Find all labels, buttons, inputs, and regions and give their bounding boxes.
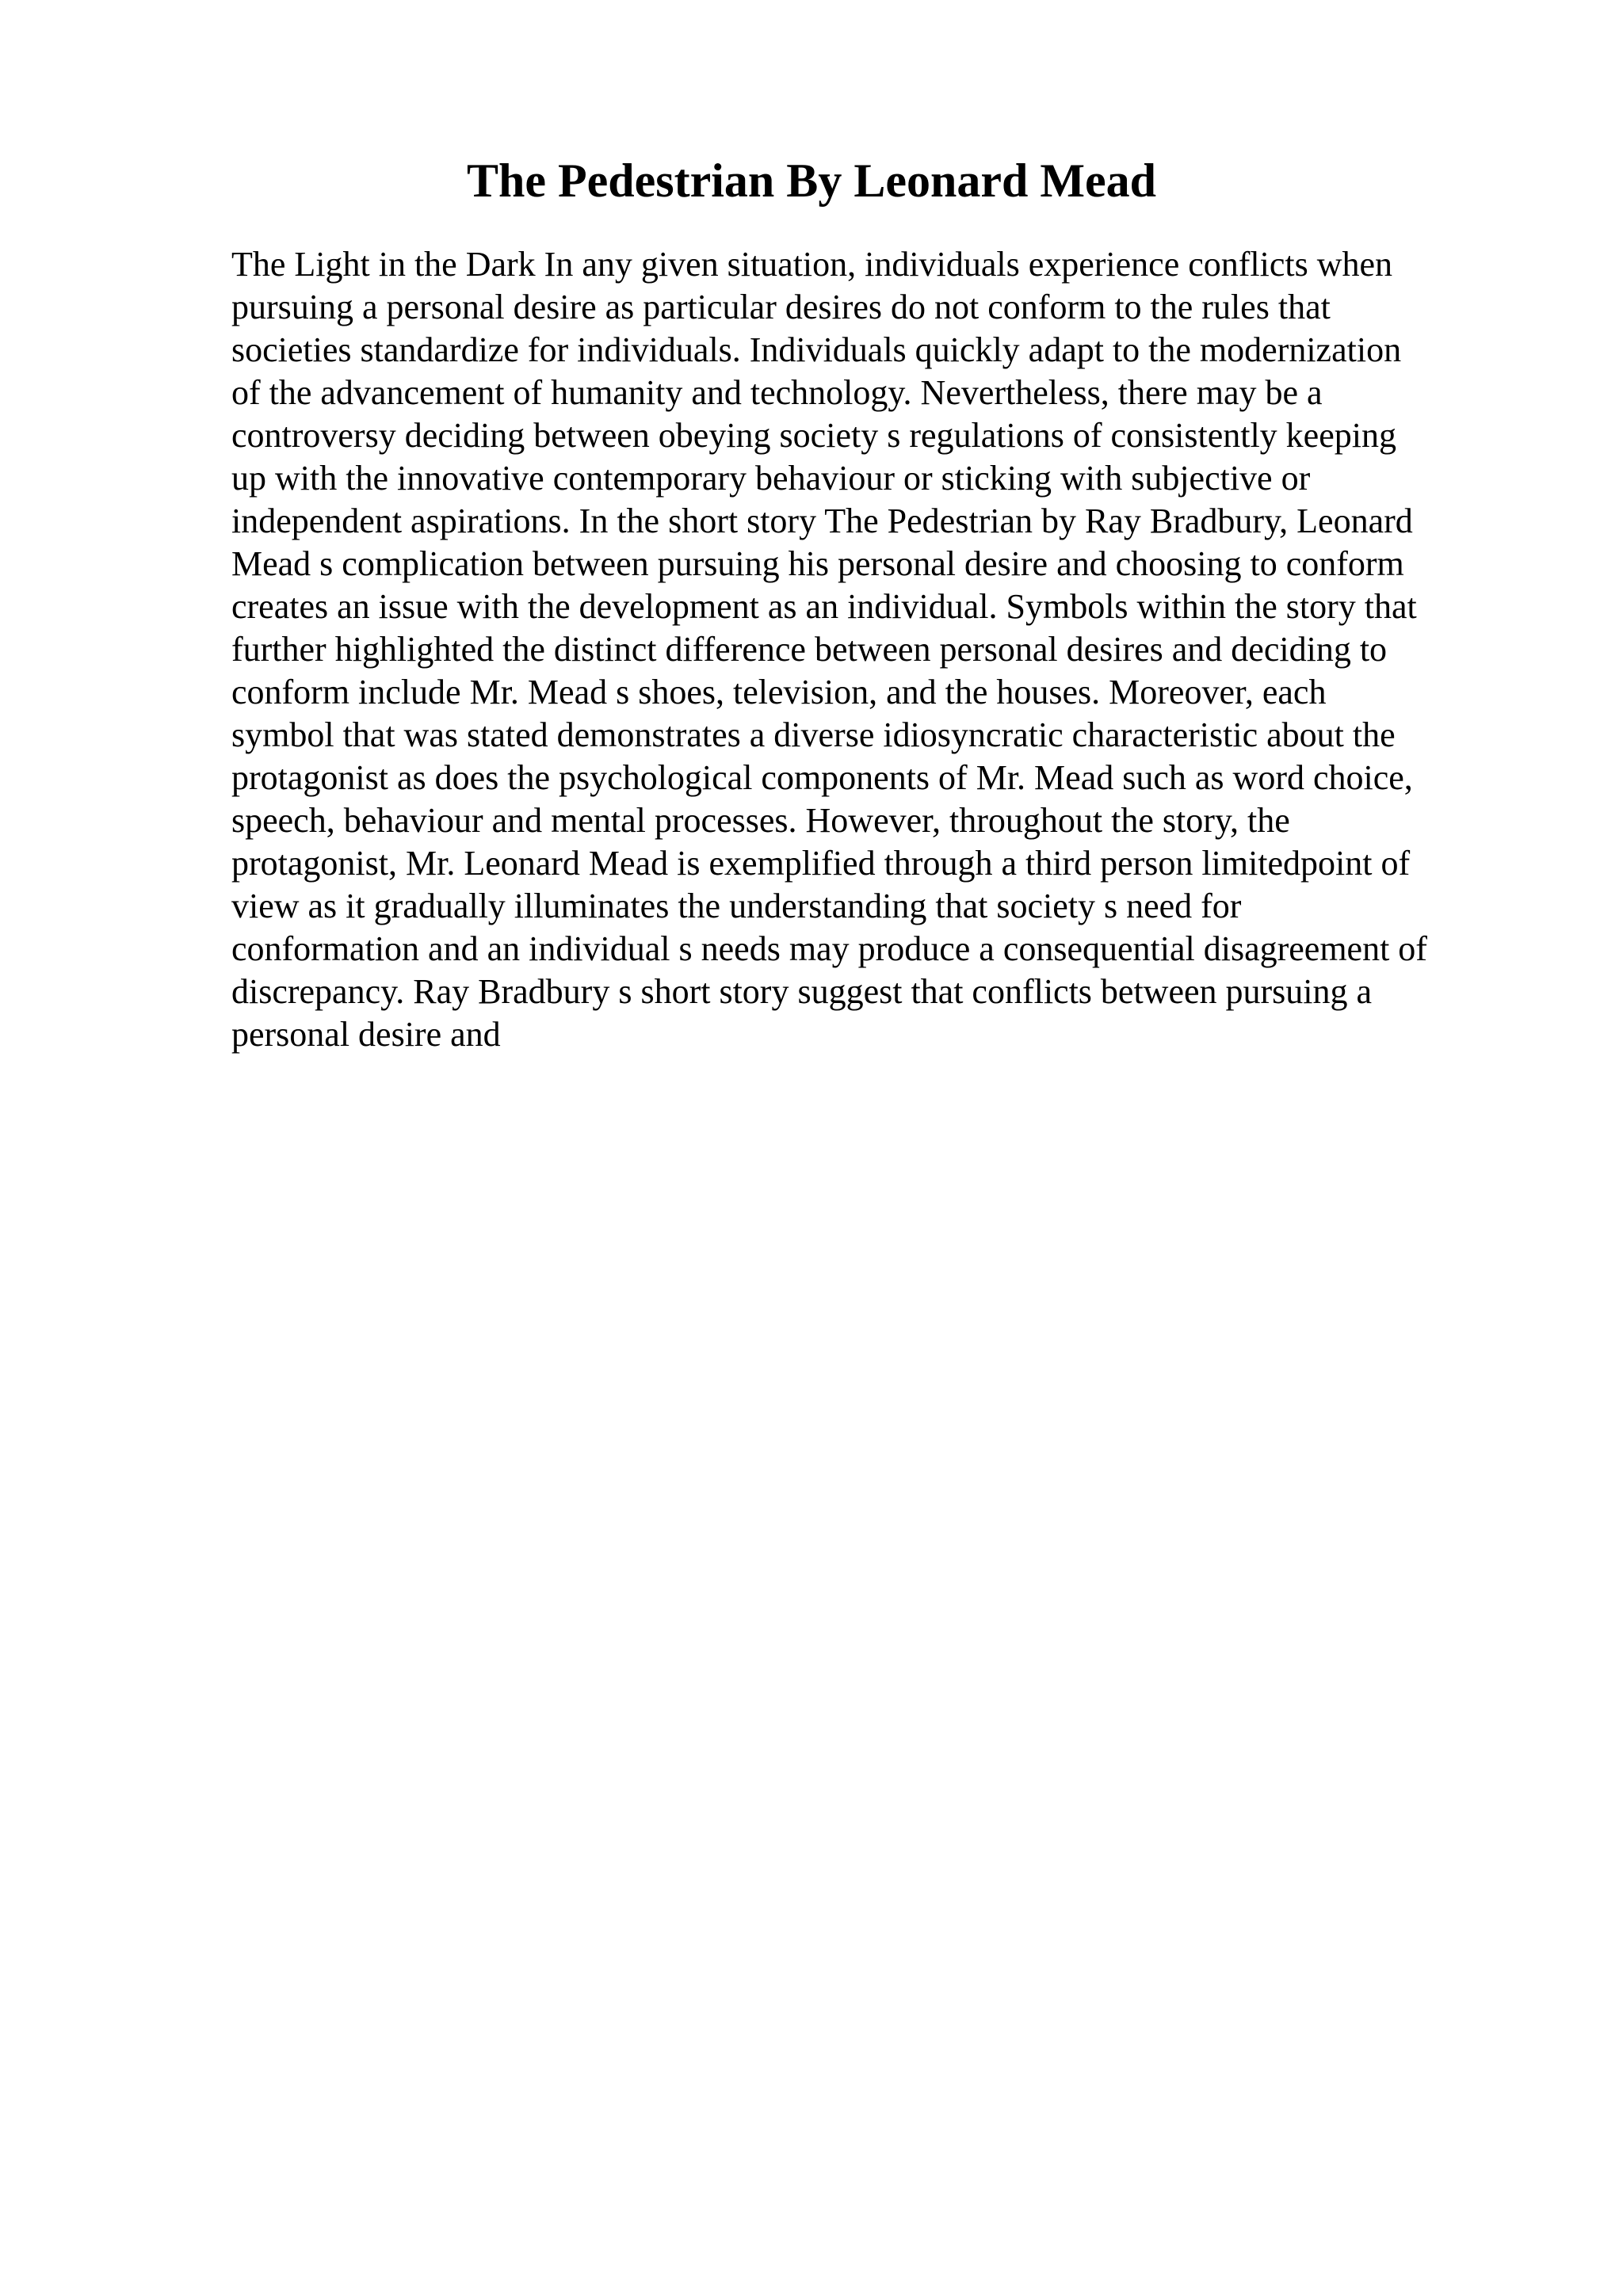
body-line: symbol that was stated demonstrates a diverse idiosyncratic characteristic about the xyxy=(231,715,1396,754)
body-line: up with the innovative contemporary behaviour or sticking with subjective or xyxy=(231,459,1311,498)
body-line: speech, behaviour and mental processes. However, throughout the story, the xyxy=(231,801,1290,840)
body-line: further highlighted the distinct difference between personal desires and deciding to xyxy=(231,630,1388,669)
body-line: independent aspirations. In the short story The Pedestrian by Ray Bradbury, Leonard xyxy=(231,502,1413,540)
document-body xyxy=(231,243,1507,1056)
body-line: creates an issue with the development as an individual. Symbols within the story that xyxy=(231,587,1417,626)
body-line: pursuing a personal desire as particular desires do not conform to the rules that xyxy=(231,288,1331,326)
body-line: The Light in the Dark In any given situation, individuals experience conflicts when xyxy=(231,245,1393,284)
body-line: Mead s complication between pursuing his personal desire and choosing to conform xyxy=(231,544,1404,583)
body-line: conformation and an individual s needs may produce a consequential disagreement of xyxy=(231,929,1427,968)
body-line: societies standardize for individuals. Individuals quickly adapt to the modernization xyxy=(231,330,1402,369)
body-line: personal desire and xyxy=(231,1015,501,1054)
body-line: conform include Mr. Mead s shoes, television, and the houses. Moreover, each xyxy=(231,673,1327,711)
body-line: protagonist, Mr. Leonard Mead is exemplified through a third person limitedpoint of xyxy=(231,844,1411,883)
body-line: view as it gradually illuminates the understanding that society s need for xyxy=(231,887,1242,925)
body-line: discrepancy. Ray Bradbury s short story suggest that conflicts between pursuing a xyxy=(231,972,1373,1011)
body-line: protagonist as does the psychological components of Mr. Mead such as word choice, xyxy=(231,758,1413,797)
body-line: controversy deciding between obeying society s regulations of consistently keeping xyxy=(231,416,1396,455)
document-title: The Pedestrian By Leonard Mead xyxy=(467,154,1156,207)
body-line: of the advancement of humanity and technology. Nevertheless, there may be a xyxy=(231,373,1323,412)
